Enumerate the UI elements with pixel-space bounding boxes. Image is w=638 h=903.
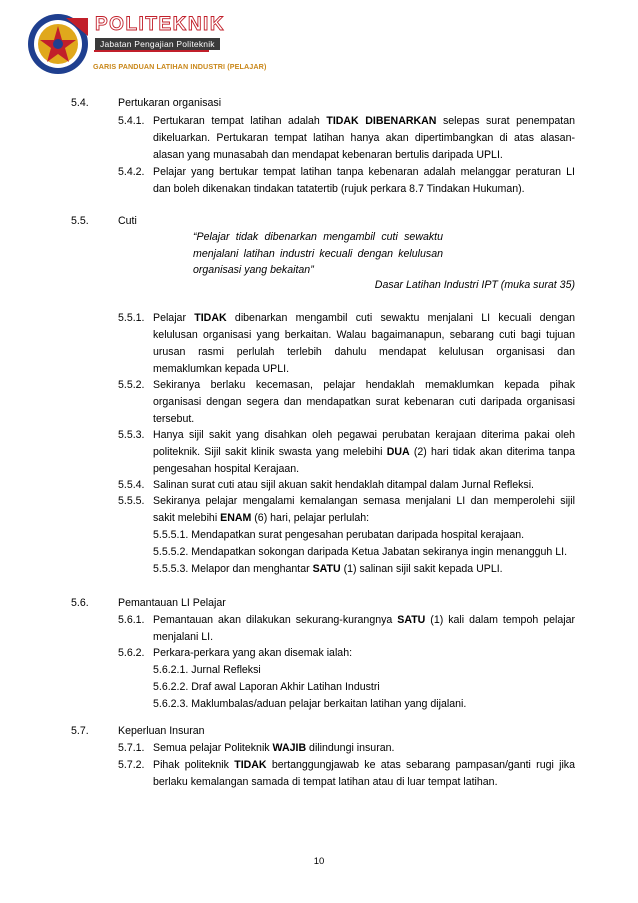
section-title: Cuti [118, 215, 137, 227]
brand-title: POLITEKNIK [95, 14, 226, 35]
running-header: GARIS PANDUAN LATIHAN INDUSTRI (PELAJAR) [93, 62, 267, 71]
paragraph-line: pengesahan hospital Kerajaan. [153, 463, 300, 475]
section-number: 5.6. [71, 597, 89, 609]
section-title: Keperluan Insuran [118, 725, 205, 737]
sub-item: 5.6.2.1. Jurnal Refleksi [153, 664, 261, 676]
paragraph-line: Perkara-perkara yang akan disemak ialah: [153, 647, 353, 659]
paragraph-line: Pertukaran tempat latihan adalah TIDAK DIBENARKAN selepas surat penempatan [153, 115, 575, 127]
paragraph-line: sakit melebihi ENAM (6) hari, pelajar perlulah: [153, 512, 370, 524]
paragraph-line: Sekiranya pelajar mengalami kemalangan semasa menjalani LI dan memperolehi sijil [153, 495, 575, 507]
sub-item: 5.5.5.1. Mendapatkan surat pengesahan perubatan daripada hospital kerajaan. [153, 529, 525, 541]
item-number: 5.4.2. [118, 166, 145, 178]
paragraph-line: Salinan surat cuti atau sijil akuan sakit hendaklah ditampal dalam Jurnal Refleksi. [153, 479, 534, 491]
paragraph-line: Hanya sijil sakit yang disahkan oleh pegawai perubatan kerajaan diterima pakai oleh [153, 429, 575, 441]
paragraph-line: organisasi dengan segera dan mendapatkan surat kebenaran cuti daripada organisasi [153, 396, 575, 408]
item-number: 5.5.1. [118, 312, 145, 324]
paragraph-line: Pihak politeknik TIDAK bertanggungjawab ke atas sebarang pampasan/ganti rugi jika [153, 759, 575, 771]
paragraph-line: memaklumkan kepada UPLI. [153, 363, 290, 375]
paragraph-line: Sekiranya berlaku kecemasan, pelajar hendaklah memaklumkan kepada pihak [153, 379, 575, 391]
section-title: Pertukaran organisasi [118, 97, 222, 109]
paragraph-line: dikeluarkan. Pertukaran tempat latihan hanya akan dipertimbangkan di atas alasan- [153, 132, 575, 144]
item-number: 5.6.1. [118, 614, 145, 626]
paragraph-line: Pelajar TIDAK dibenarkan mengambil cuti sewaktu menjalani LI kecuali dengan [153, 312, 575, 324]
header-rule [94, 50, 209, 52]
brand-subtitle: Jabatan Pengajian Politeknik [95, 38, 220, 50]
section-title: Pemantauan LI Pelajar [118, 597, 226, 609]
item-number: 5.6.2. [118, 647, 145, 659]
section-number: 5.5. [71, 215, 89, 227]
quote-line: menjalani latihan industri kecuali dengan kelulusan [193, 248, 443, 260]
paragraph-line: alasan yang munasabah dan mendapat kebenaran bertulis daripada UPLI. [153, 149, 503, 161]
paragraph-line: menjalani LI. [153, 631, 214, 643]
item-number: 5.7.1. [118, 742, 145, 754]
section-number: 5.4. [71, 97, 89, 109]
item-number: 5.5.2. [118, 379, 145, 391]
sub-item: 5.6.2.2. Draf awal Laporan Akhir Latihan Industri [153, 681, 380, 693]
item-number: 5.7.2. [118, 759, 145, 771]
paragraph-line: politeknik. Sijil sakit klinik swasta yang melebihi DUA (2) hari tidak akan diterima tanpa [153, 446, 575, 458]
quote-source: Dasar Latihan Industri IPT (muka surat 35) [374, 279, 575, 291]
sub-item: 5.5.5.3. Melapor dan menghantar SATU (1) salinan sijil sakit kepada UPLI. [153, 563, 503, 575]
quote-line: “Pelajar tidak dibenarkan mengambil cuti sewaktu [193, 231, 443, 243]
paragraph-line: kelulusan organisasi yang berkaitan. Walau bagaimanapun, sebarang cuti bagi tujuan [153, 329, 575, 341]
item-number: 5.4.1. [118, 115, 145, 127]
quote-line: organisasi yang bekaitan” [193, 264, 314, 276]
sub-item: 5.6.2.3. Maklumbalas/aduan pelajar berkaitan latihan yang dijalani. [153, 698, 467, 710]
section-number: 5.7. [71, 725, 89, 737]
paragraph-line: tersebut. [153, 413, 195, 425]
paragraph-line: urusan rasmi perlulah terlebih dahulu mendapat kelulusan organisasi dan [153, 346, 575, 358]
paragraph-line: dan boleh dikenakan tindakan tatatertib (rujuk perkara 8.7 Tindakan Hukuman). [153, 183, 525, 195]
paragraph-line: Semua pelajar Politeknik WAJIB dilindungi insuran. [153, 742, 395, 754]
sub-item: 5.5.5.2. Mendapatkan sokongan daripada Ketua Jabatan sekiranya ingin menangguh LI. [153, 546, 568, 558]
item-number: 5.5.3. [118, 429, 145, 441]
paragraph-line: berlaku kemalangan samada di tempat latihan atau di luar tempat latihan. [153, 776, 498, 788]
paragraph-line: Pemantauan akan dilakukan sekurang-kurangnya SATU (1) kali dalam tempoh pelajar [153, 614, 575, 626]
politeknik-emblem-icon [26, 12, 90, 76]
item-number: 5.5.4. [118, 479, 145, 491]
item-number: 5.5.5. [118, 495, 145, 507]
paragraph-line: Pelajar yang bertukar tempat latihan tanpa kebenaran adalah melanggar peraturan LI [153, 166, 575, 178]
page-number: 10 [313, 856, 325, 867]
